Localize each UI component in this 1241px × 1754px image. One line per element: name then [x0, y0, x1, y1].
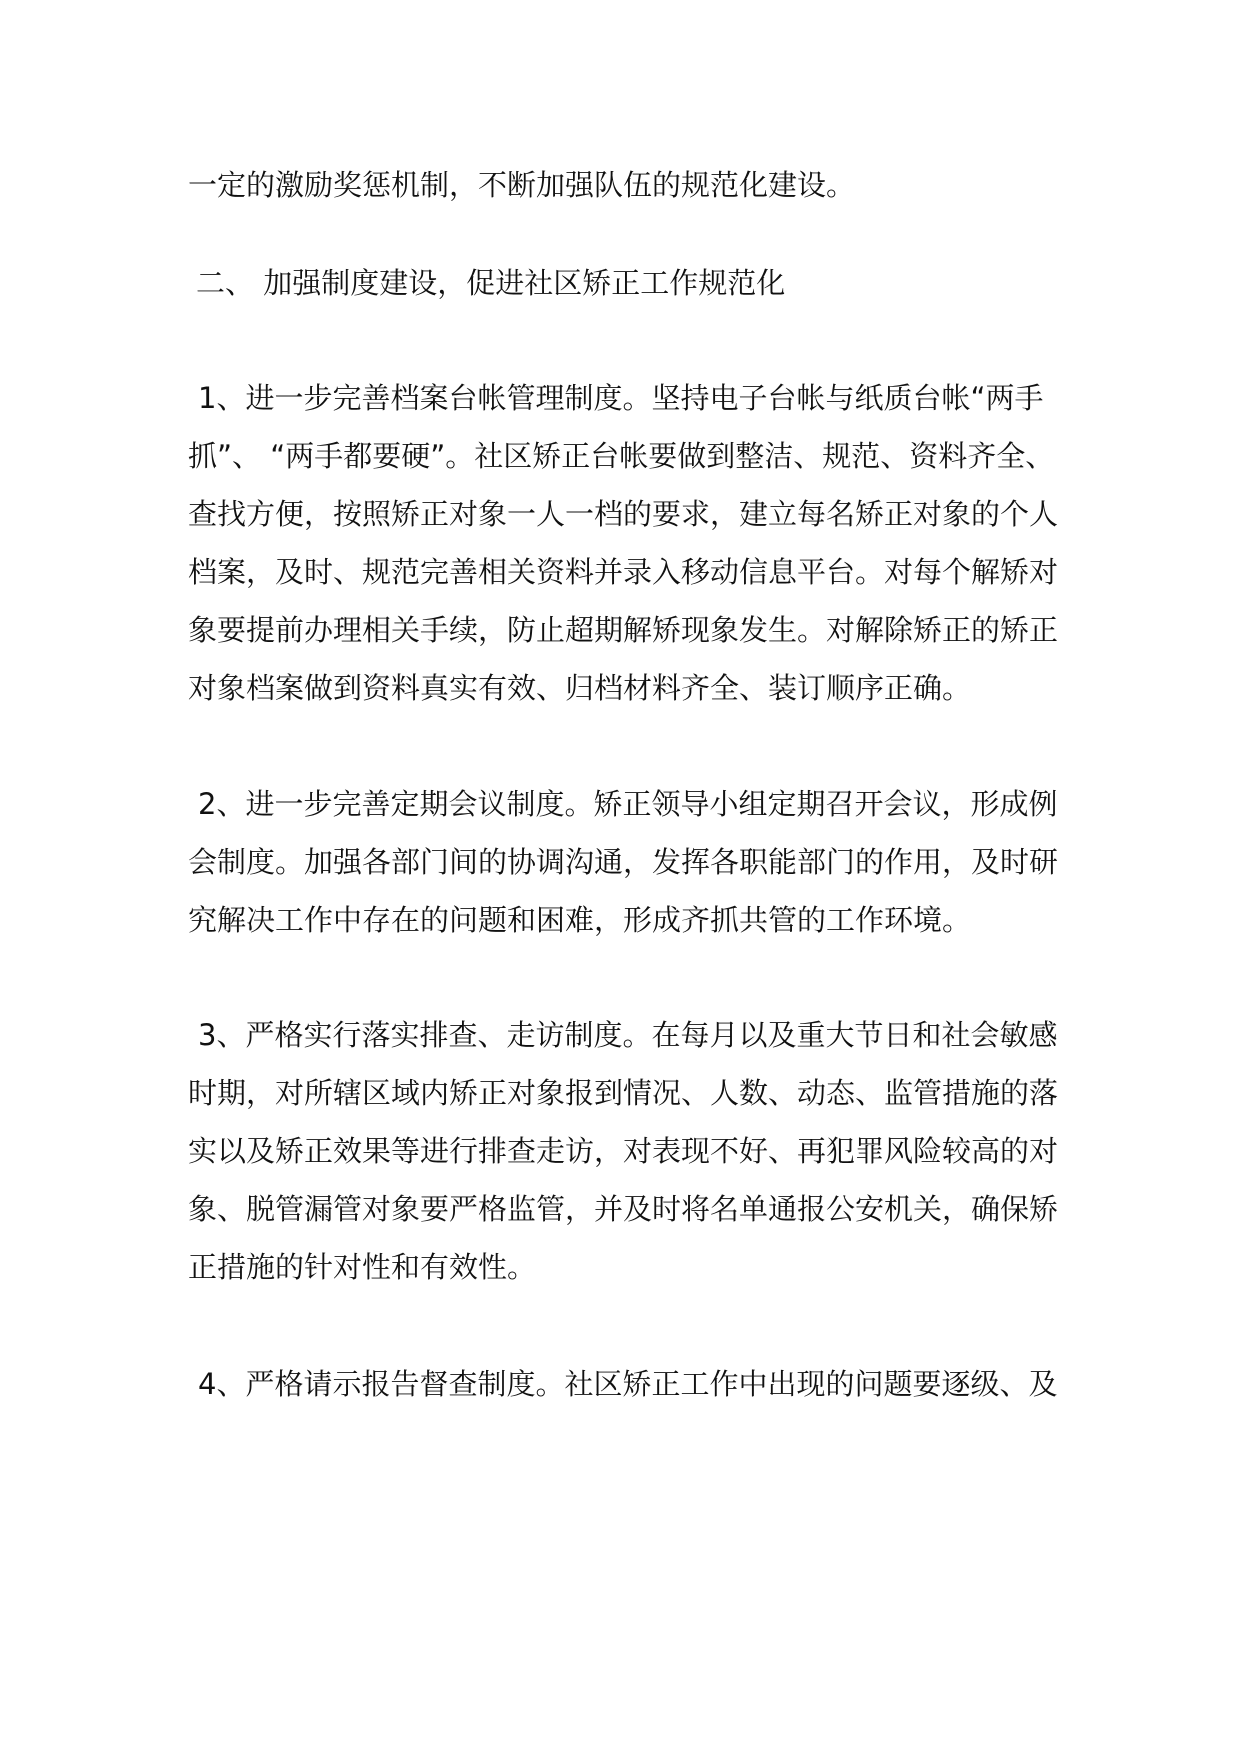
- paragraph-line: 档案，及时、规范完善相关资料并录入移动信息平台。对每个解矫对: [188, 555, 1059, 589]
- paragraph-line: 4、严格请示报告督查制度。社区矫正工作中出现的问题要逐级、及: [198, 1367, 1058, 1401]
- paragraph-line: 象要提前办理相关手续，防止超期解矫现象发生。对解除矫正的矫正: [188, 613, 1059, 647]
- paragraph-line: 实以及矫正效果等进行排查走访，对表现不好、再犯罪风险较高的对: [188, 1134, 1059, 1168]
- paragraph-line: 1、进一步完善档案台帐管理制度。坚持电子台帐与纸质台帐“两手: [198, 381, 1044, 415]
- paragraph-line: 对象档案做到资料真实有效、归档材料齐全、装订顺序正确。: [188, 671, 972, 705]
- section-heading: 二、 加强制度建设，促进社区矫正工作规范化: [196, 266, 786, 300]
- paragraph-line: 究解决工作中存在的问题和困难，形成齐抓共管的工作环境。: [188, 903, 972, 937]
- paragraph-line: 3、严格实行落实排查、走访制度。在每月以及重大节日和社会敏感: [198, 1018, 1058, 1052]
- paragraph-line: 正措施的针对性和有效性。: [188, 1250, 537, 1284]
- paragraph-line: 一定的激励奖惩机制，不断加强队伍的规范化建设。: [188, 168, 856, 202]
- paragraph-line: 时期，对所辖区域内矫正对象报到情况、人数、动态、监管措施的落: [188, 1076, 1059, 1110]
- paragraph-line: 2、进一步完善定期会议制度。矫正领导小组定期召开会议，形成例: [198, 787, 1058, 821]
- paragraph-line: 查找方便，按照矫正对象一人一档的要求，建立每名矫正对象的个人: [188, 497, 1059, 531]
- paragraph-line: 抓”、 “两手都要硬”。社区矫正台帐要做到整洁、规范、资料齐全、: [188, 439, 1055, 473]
- paragraph-line: 象、脱管漏管对象要严格监管，并及时将名单通报公安机关，确保矫: [188, 1192, 1059, 1226]
- paragraph-line: 会制度。加强各部门间的协调沟通，发挥各职能部门的作用，及时研: [188, 845, 1059, 879]
